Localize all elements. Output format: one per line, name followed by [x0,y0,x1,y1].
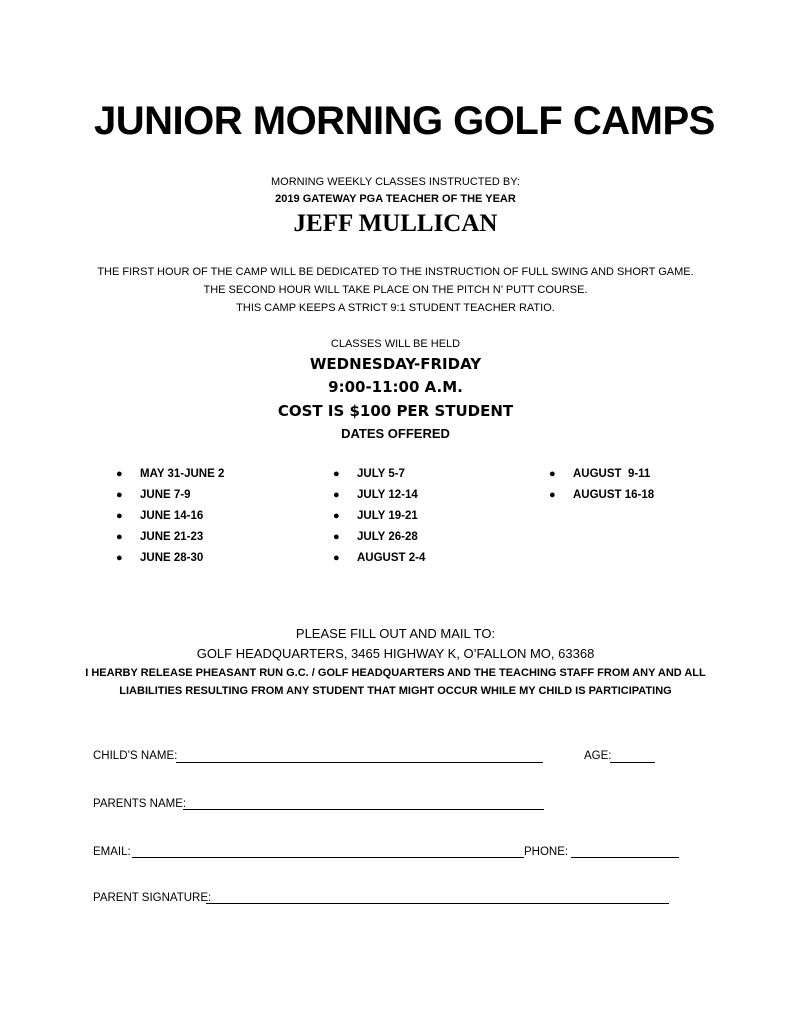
description-line-1: THE FIRST HOUR OF THE CAMP WILL BE DEDICATED TO THE INSTRUCTION OF FULL SWING AND SHORT GAME. [97,266,694,278]
dates-column-july [333,466,425,571]
bullet-icon: ● [116,531,123,543]
date-label: AUGUST 16-18 [573,489,655,501]
bullet-icon: ● [333,531,340,543]
mail-instruction: PLEASE FILL OUT AND MAIL TO: [295,626,496,641]
date-item [333,550,425,571]
email-label: EMAIL: [93,846,131,858]
date-label: JUNE 21-23 [140,531,204,543]
date-item [549,487,654,508]
date-label: JULY 5-7 [357,468,405,480]
date-item [333,508,425,529]
bullet-icon: ● [333,552,340,564]
teacher-name: JEFF MULLICAN [293,210,498,237]
date-item [333,487,425,508]
bullet-icon: ● [549,468,556,480]
age-field[interactable] [610,762,655,763]
date-label: JULY 19-21 [357,510,418,522]
signature-field[interactable] [206,903,669,904]
child-name-field[interactable] [176,762,543,763]
award-text: 2019 GATEWAY PGA TEACHER OF THE YEAR [275,193,516,205]
dates-offered-heading: DATES OFFERED [341,426,450,441]
date-item [116,508,224,529]
bullet-icon: ● [116,552,123,564]
mail-address: GOLF HEADQUARTERS, 3465 HIGHWAY K, O’FALLON MO, 63368 [196,646,595,661]
bullet-icon: ● [333,468,340,480]
dates-column-august [549,466,654,508]
date-label: JUNE 7-9 [140,489,191,501]
age-label: AGE: [584,750,612,762]
date-label: JUNE 28-30 [140,552,204,564]
class-days: WEDNESDAY-FRIDAY [309,355,482,373]
release-line-1: I HEARBY RELEASE PHEASANT RUN G.C. / GOLF HEADQUARTERS AND THE TEACHING STAFF FROM ANY AND ALL [85,667,706,679]
child-name-label: CHILD’S NAME: [93,750,178,762]
classes-held-label: CLASSES WILL BE HELD [330,338,461,350]
bullet-icon: ● [116,510,123,522]
class-time: 9:00-11:00 A.M. [328,378,463,396]
date-item [333,529,425,550]
instructed-by-text: MORNING WEEKLY CLASSES INSTRUCTED BY: [271,176,520,188]
email-field[interactable] [132,857,524,858]
date-item [116,466,224,487]
dates-column-june [116,466,224,571]
bullet-icon: ● [116,489,123,501]
parents-name-field[interactable] [183,809,544,810]
class-cost: COST IS $100 PER STUDENT [277,402,514,420]
page-title: JUNIOR MORNING GOLF CAMPS [94,99,715,143]
description-line-2: THE SECOND HOUR WILL TAKE PLACE ON THE PITCH N’ PUTT COURSE. [203,284,588,296]
phone-field[interactable] [571,857,679,858]
bullet-icon: ● [333,510,340,522]
date-label: MAY 31-JUNE 2 [140,468,225,480]
description-line-3: THIS CAMP KEEPS A STRICT 9:1 STUDENT TEACHER RATIO. [236,302,555,314]
parents-name-label: PARENTS NAME: [93,798,187,810]
date-item [549,466,654,487]
date-item [116,487,224,508]
bullet-icon: ● [116,468,123,480]
phone-label: PHONE: [524,846,569,858]
date-label: JULY 12-14 [357,489,418,501]
date-item [116,550,224,571]
release-line-2: LIABILITIES RESULTING FROM ANY STUDENT THAT MIGHT OCCUR WHILE MY CHILD IS PARTICIPATING [119,685,672,697]
bullet-icon: ● [549,489,556,501]
date-label: JUNE 14-16 [140,510,204,522]
date-item [116,529,224,550]
date-item [333,466,425,487]
date-label: AUGUST 9-11 [573,468,651,480]
date-label: JULY 26-28 [357,531,418,543]
bullet-icon: ● [333,489,340,501]
signature-label: PARENT SIGNATURE: [93,892,212,904]
date-label: AUGUST 2-4 [357,552,426,564]
